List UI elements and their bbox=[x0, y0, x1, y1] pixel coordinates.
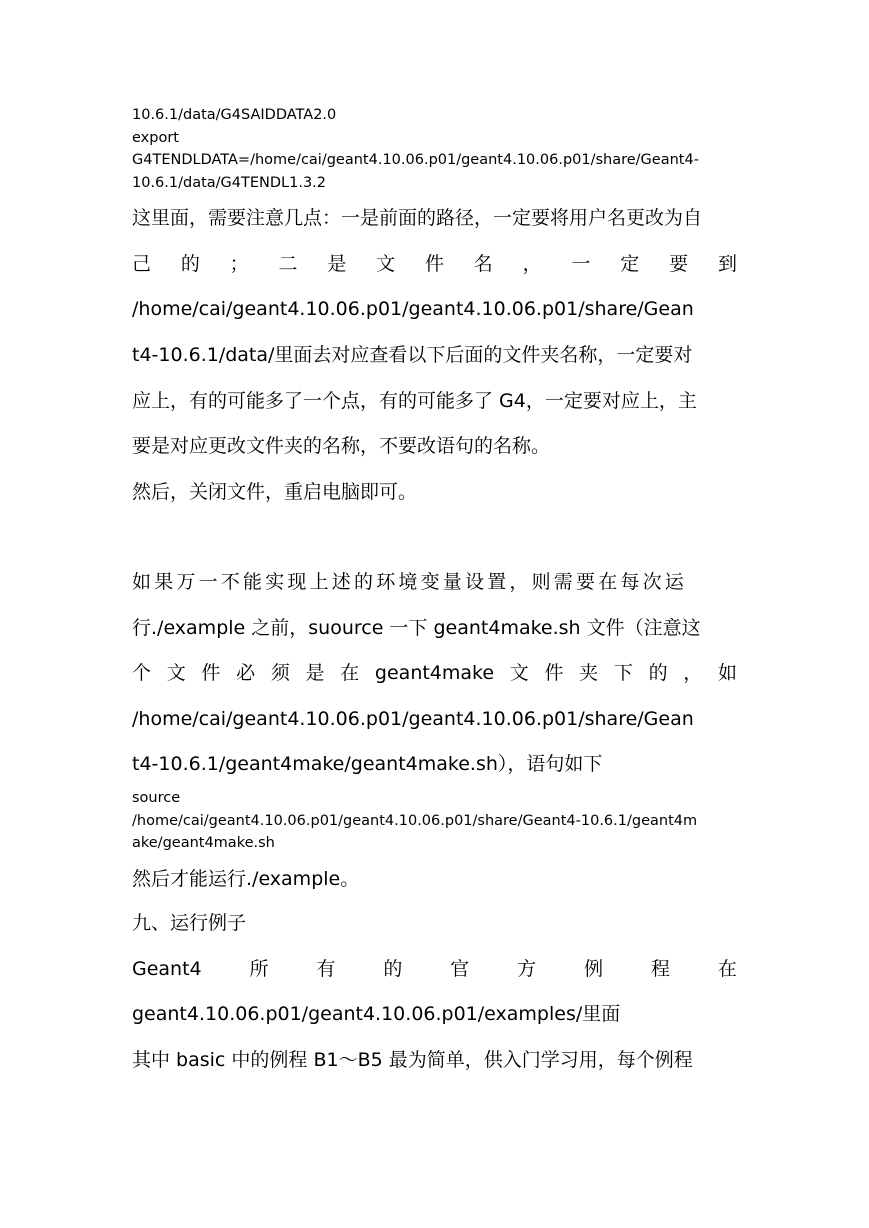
justified-token: ； bbox=[229, 253, 249, 275]
justified-token: 是 bbox=[327, 253, 347, 275]
justified-token: 方 bbox=[517, 958, 537, 980]
note-line-1: 这里面，需要注意几点：一是前面的路径，一定要将用户名更改为自 bbox=[132, 207, 703, 229]
examples-line-1 bbox=[132, 956, 737, 982]
justified-token: 下 bbox=[613, 662, 633, 684]
justified-token: 官 bbox=[450, 958, 470, 980]
code-line: G4TENDLDATA=/home/cai/geant4.10.06.p01/geant4.10.06.p01/share/Geant4- bbox=[132, 152, 699, 168]
justified-token: ， bbox=[522, 253, 542, 275]
code-line: source bbox=[132, 790, 181, 806]
code-line: /home/cai/geant4.10.06.p01/geant4.10.06.p01/share/Geant4-10.6.1/geant4m bbox=[132, 812, 698, 829]
note-line-3: /home/cai/geant4.10.06.p01/geant4.10.06.p01/share/Gean bbox=[132, 298, 694, 320]
code-line: ake/geant4make.sh bbox=[132, 835, 275, 851]
justified-token: geant4make bbox=[374, 662, 495, 684]
justified-token: 一 bbox=[571, 253, 591, 275]
fallback-line-2: 行./example 之前，suource 一下 geant4make.sh 文件（注意这 bbox=[132, 617, 701, 639]
close-file-line: 然后，关闭文件，重启电脑即可。 bbox=[132, 481, 418, 503]
code-line: export bbox=[132, 129, 179, 146]
note-line-6: 要是对应更改文件夹的名称，不要改语句的名称。 bbox=[132, 435, 551, 457]
justified-token: 有 bbox=[316, 958, 336, 980]
justified-token: 件 bbox=[544, 662, 564, 684]
note-line-2 bbox=[132, 251, 737, 277]
justified-token: 要 bbox=[669, 253, 689, 275]
run-example-line: 然后才能运行./example。 bbox=[132, 868, 360, 890]
justified-token: 在 bbox=[717, 958, 737, 980]
justified-token: 程 bbox=[650, 958, 670, 980]
justified-token: 夹 bbox=[579, 662, 599, 684]
justified-token: 文 bbox=[166, 662, 186, 684]
justified-token: 的 bbox=[648, 662, 668, 684]
examples-line-2: geant4.10.06.p01/geant4.10.06.p01/examples/里面 bbox=[132, 1003, 621, 1025]
code-line: 10.6.1/data/G4SAIDDATA2.0 bbox=[132, 107, 337, 123]
fallback-line-4: /home/cai/geant4.10.06.p01/geant4.10.06.p01/share/Gean bbox=[132, 708, 694, 730]
justified-token: 须 bbox=[270, 662, 290, 684]
justified-token: 件 bbox=[201, 662, 221, 684]
justified-token: Geant4 bbox=[132, 958, 202, 980]
basic-examples-line: 其中 basic 中的例程 B1～B5 最为简单，供入门学习用，每个例程 bbox=[132, 1049, 693, 1071]
justified-token: 文 bbox=[509, 662, 529, 684]
justified-token: 到 bbox=[717, 253, 737, 275]
code-line: 10.6.1/data/G4TENDL1.3.2 bbox=[132, 174, 327, 191]
justified-token: 个 bbox=[132, 662, 152, 684]
source-code-block bbox=[132, 787, 737, 855]
justified-token: 文 bbox=[376, 253, 396, 275]
fallback-line-1: 如果万一不能实现上述的环境变量设置，则需要在每次运 bbox=[132, 571, 688, 593]
justified-token: 所 bbox=[249, 958, 269, 980]
justified-token: 的 bbox=[180, 253, 200, 275]
note-line-4: t4-10.6.1/data/里面去对应查看以下后面的文件夹名称，一定要对 bbox=[132, 344, 693, 366]
justified-token: 件 bbox=[424, 253, 444, 275]
justified-token: 的 bbox=[383, 958, 403, 980]
justified-token: 如 bbox=[717, 662, 737, 684]
justified-token: 在 bbox=[340, 662, 360, 684]
fallback-line-3 bbox=[132, 660, 737, 686]
justified-token: 己 bbox=[132, 253, 152, 275]
justified-token: 定 bbox=[620, 253, 640, 275]
note-line-5: 应上，有的可能多了一个点，有的可能多了 G4，一定要对应上，主 bbox=[132, 390, 697, 412]
justified-token: ， bbox=[683, 662, 703, 684]
justified-token: 名 bbox=[473, 253, 493, 275]
fallback-line-5: t4-10.6.1/geant4make/geant4make.sh），语句如下 bbox=[132, 753, 603, 775]
justified-token: 必 bbox=[236, 662, 256, 684]
justified-token: 例 bbox=[584, 958, 604, 980]
section-heading: 九、运行例子 bbox=[132, 912, 247, 934]
justified-token: 二 bbox=[278, 253, 298, 275]
export-code-block bbox=[132, 104, 737, 194]
justified-token: 是 bbox=[305, 662, 325, 684]
